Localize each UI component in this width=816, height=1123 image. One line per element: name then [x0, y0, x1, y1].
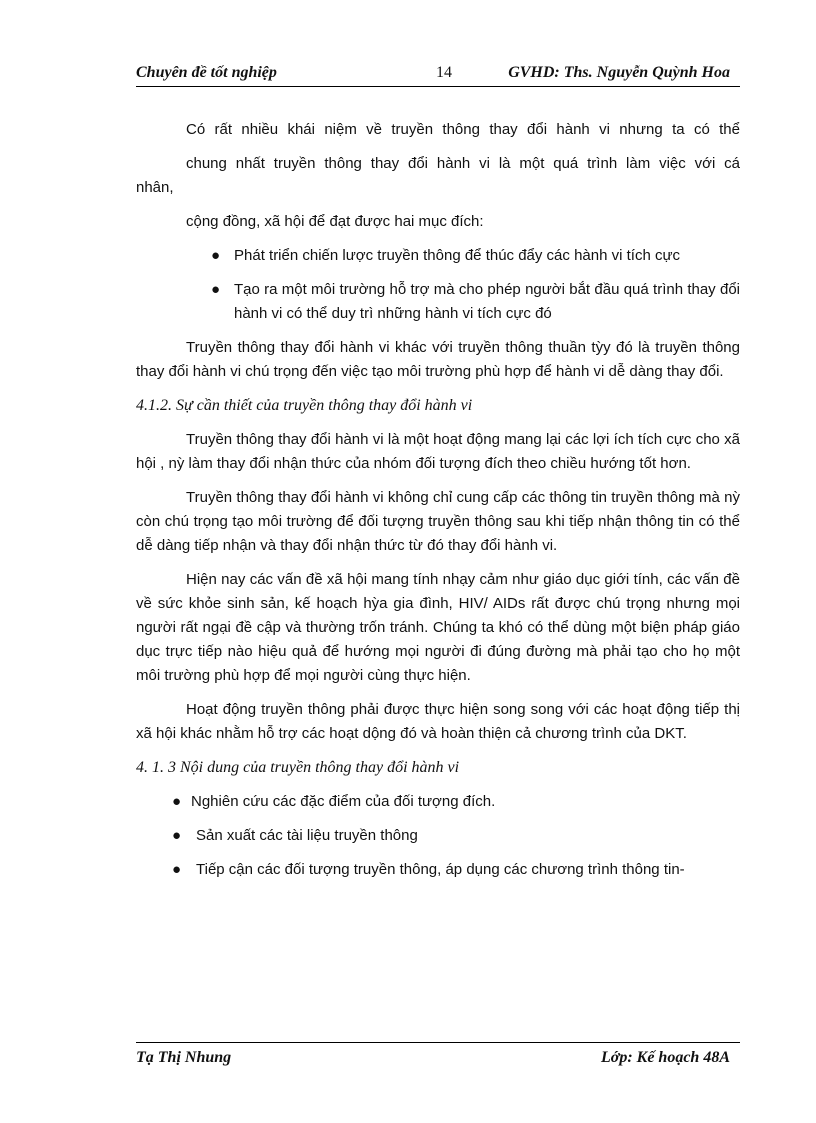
paragraph-3: Truyền thông thay đổi hành vi là một hoạt động mang lại các lợi ích tích cực cho xã hội , nỳ làm thay đổi nhận thức của nhóm đối tượng đích theo chiều hướng tốt hơn. — [136, 431, 740, 472]
list-item — [136, 824, 740, 848]
paragraph-1-line-2: chung nhất truyền thông thay đổi hành vi là một quá trình làm việc với cá — [186, 155, 740, 172]
page-header — [136, 62, 740, 87]
bullet-text: Nghiên cứu các đặc điểm của đối tượng đích. — [191, 793, 496, 810]
header-title: Chuyên đề tốt nghiệp — [136, 64, 277, 81]
section-heading-4-1-2: 4.1.2. Sự cần thiết của truyền thông thay đổi hành vi — [136, 397, 473, 414]
paragraph-1-line-3: nhân, — [136, 179, 174, 196]
bullet-icon: ● — [211, 247, 221, 264]
bullet-icon: ● — [172, 827, 182, 844]
page-body — [136, 118, 740, 882]
bullet-text: Phát triển chiến lược truyền thông để thúc đẩy các hành vi tích cực — [234, 247, 680, 264]
list-item — [136, 790, 740, 814]
footer-class: Lớp: Kế hoạch 48A — [600, 1049, 730, 1066]
page-footer — [136, 1042, 740, 1073]
paragraph-6: Hoạt động truyền thông phải được thực hiện song song với các hoạt động tiếp thị xã hội khác nhằm hỗ trợ các hoạt dộng đó và hoàn thiện cả chương trình của DKT. — [136, 701, 740, 742]
list-item — [136, 244, 740, 268]
list-item — [136, 278, 740, 326]
footer-author: Tạ Thị Nhung — [136, 1049, 232, 1066]
paragraph-1-line-4: cộng đồng, xã hội để đạt được hai mục đích: — [186, 213, 484, 230]
bullet-text: Tiếp cận các đối tượng truyền thông, áp dụng các chương trình thông tin- — [196, 861, 685, 878]
bullet-icon: ● — [211, 281, 221, 298]
header-supervisor: GVHD: Ths. Nguyễn Quỳnh Hoa — [508, 64, 730, 81]
bullet-text: Sản xuất các tài liệu truyền thông — [196, 827, 418, 844]
paragraph-1-line-1: Có rất nhiều khái niệm về truyền thông thay đổi hành vi nhưng ta có thể — [186, 121, 740, 138]
paragraph-5: Hiện nay các vấn đề xã hội mang tính nhạy cảm như giáo dục giới tính, các vấn đề về sức khỏe sinh sản, kế hoạch hỳa gia đình, HIV/ AIDs rất được chú trọng nhưng mọi người rất ngại đề cập và thường trốn tránh. Chúng ta khó có thể dùng một biện pháp giáo dục trực tiếp nào hiệu quả để hướng mọi người đi đúng đường mà phải tạo cho họ một môi trường phù hợp để mọi người cùng thực hiện. — [136, 571, 740, 684]
bullet-icon: ● — [172, 861, 182, 878]
paragraph-2: Truyền thông thay đổi hành vi khác với truyền thông thuần tỳy đó là truyền thông thay đổi hành vi chú trọng đến việc tạo môi trường phù hợp để hành vi dễ dàng thay đổi. — [136, 339, 740, 380]
bullet-text: Tạo ra một môi trường hỗ trợ mà cho phép người bắt đầu quá trình thay đổi hành vi có thể duy trì những hành vi tích cực đó — [234, 281, 740, 322]
section-heading-4-1-3: 4. 1. 3 Nội dung của truyền thông thay đổi hành vi — [136, 759, 460, 776]
list-item — [136, 858, 740, 882]
paragraph-4: Truyền thông thay đổi hành vi không chỉ cung cấp các thông tin truyền thông mà nỳ còn chú trọng tạo môi trường để đối tượng truyền thông sau khi tiếp nhận thông tin có thể dễ dàng tiếp nhận và thay đổi nhận thức từ đó thay đổi hành vi. — [136, 489, 740, 554]
page-number: 14 — [436, 64, 452, 81]
bullet-icon: ● — [172, 793, 182, 810]
